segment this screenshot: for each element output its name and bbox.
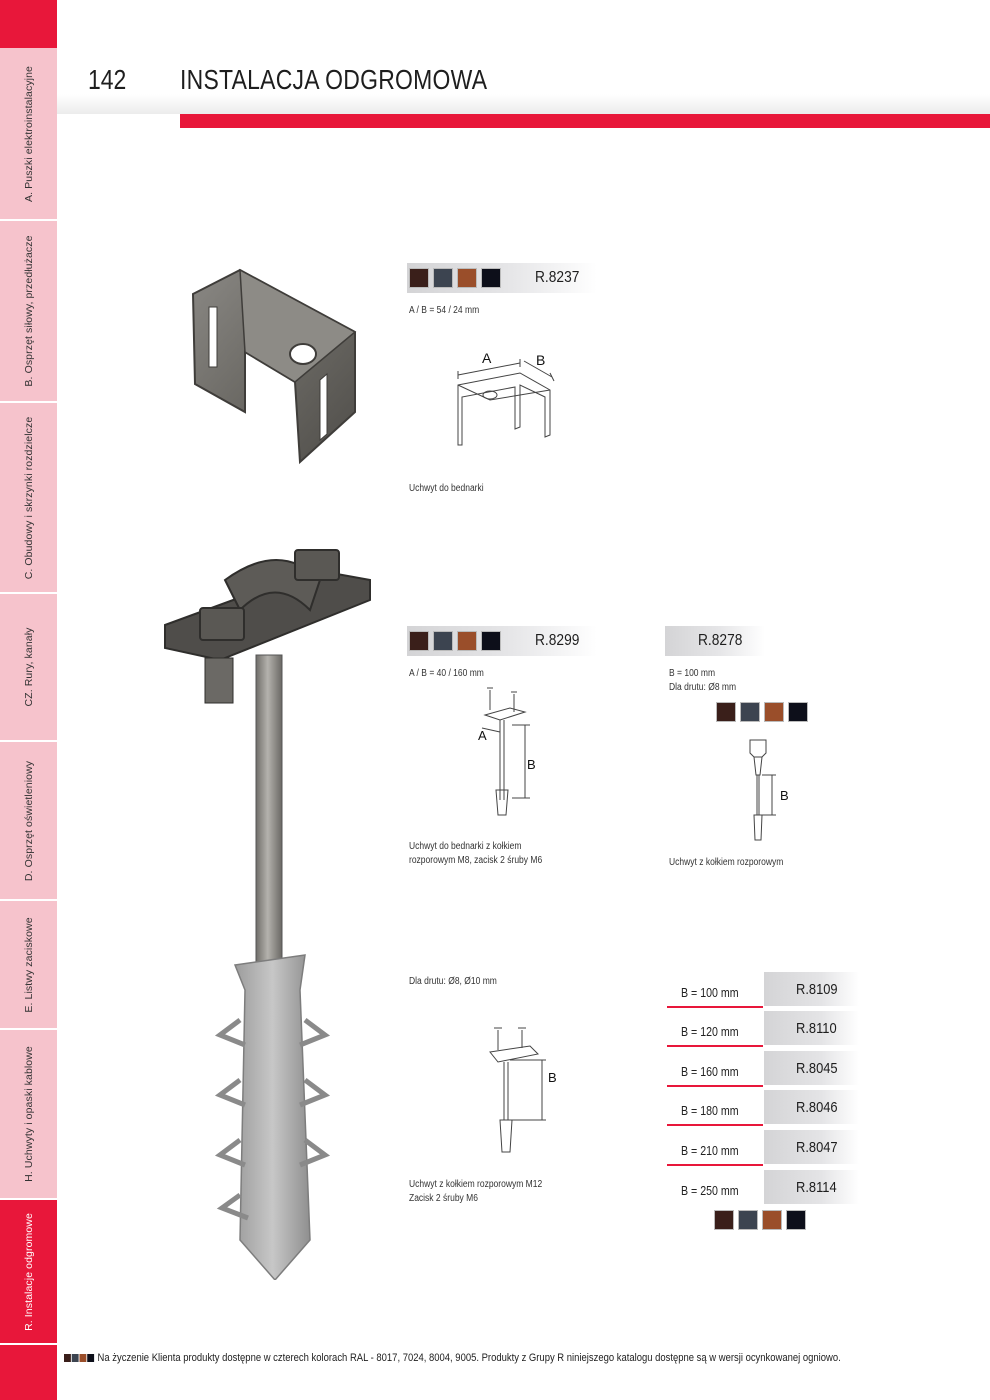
sidebar-item-label: CZ. Rury, kanały	[22, 627, 35, 707]
swatch-ral-8017	[716, 702, 736, 722]
color-swatches-r8237	[409, 268, 501, 288]
variant-code: R.8109	[796, 981, 838, 998]
variant-code: R.8045	[796, 1060, 838, 1077]
sidebar-item-uchwyty[interactable]	[0, 1030, 57, 1200]
variant-rule	[667, 1164, 763, 1166]
variant-length: B = 180 mm	[681, 1104, 739, 1118]
sidebar-item-label: A. Puszki elektroinstalacyjne	[22, 65, 35, 202]
series-diagram	[480, 1020, 570, 1160]
swatch-ral-7024	[738, 1210, 758, 1230]
swatch-ral-9005	[481, 631, 501, 651]
title-rule	[180, 114, 990, 128]
page-number: 142	[88, 64, 127, 95]
sidebar-item-oswietleniowy[interactable]	[0, 742, 57, 901]
dim-label-b: B	[527, 757, 536, 772]
color-swatches-series	[714, 1210, 806, 1230]
product-code: R.8237	[535, 269, 580, 286]
dim-label-b: B	[536, 352, 546, 368]
sidebar-item-osprzet-silowy[interactable]	[0, 221, 57, 403]
product-code: R.8299	[535, 632, 580, 649]
sidebar-item-label: B. Osprzęt siłowy, przedłużacze	[22, 235, 35, 387]
mini-swatch-ral-8017	[64, 1354, 71, 1362]
variant-code: R.8114	[796, 1179, 837, 1196]
swatch-ral-7024	[433, 631, 453, 651]
swatch-ral-7024	[433, 268, 453, 288]
variant-code: R.8046	[796, 1099, 838, 1116]
dim-label-a: A	[478, 728, 487, 743]
product-code: R.8278	[698, 632, 743, 649]
sidebar-item-puszki[interactable]	[0, 48, 57, 221]
desc-r8278: Uchwyt z kołkiem rozporowym	[669, 857, 784, 868]
mini-swatch-ral-8004	[79, 1354, 86, 1362]
dims-r8237: A / B = 54 / 24 mm	[409, 305, 480, 316]
variant-length: B = 250 mm	[681, 1184, 739, 1198]
spec-r8278-line1: B = 100 mm	[669, 668, 716, 679]
swatch-ral-7024	[740, 702, 760, 722]
variant-row[interactable]	[667, 1090, 857, 1126]
variant-length: B = 210 mm	[681, 1144, 739, 1158]
sidebar-item-label: R. Instalacje odgromowe	[22, 1212, 35, 1331]
sidebar-item-listwy[interactable]	[0, 901, 57, 1030]
variant-rule	[667, 1124, 763, 1126]
sidebar	[0, 0, 57, 1400]
variant-row[interactable]	[667, 972, 857, 1008]
variant-row[interactable]	[667, 1170, 857, 1206]
color-swatches-r8299	[409, 631, 501, 651]
footer-text: Na życzenie Klienta produkty dostępne w czterech kolorach RAL - 8017, 7024, 8004, 9005. Produkty z Grupy R niniejszego katalogu dostępne są w wersji ocynkowanej ogniowo.	[97, 1352, 841, 1364]
anchor-bolt-photo	[160, 540, 375, 1280]
color-swatches-r8278	[716, 702, 808, 722]
mini-swatch-ral-9005	[87, 1354, 94, 1362]
bracket-photo	[185, 262, 365, 472]
dim-label-b: B	[548, 1070, 557, 1085]
swatch-ral-8017	[409, 631, 429, 651]
swatch-ral-9005	[786, 1210, 806, 1230]
variant-rule	[667, 1045, 763, 1047]
r8278-diagram	[740, 735, 800, 845]
mini-swatch-ral-7024	[72, 1354, 79, 1362]
sidebar-top-block	[0, 0, 57, 48]
sidebar-item-label: E. Listwy zaciskowe	[22, 916, 35, 1013]
sidebar-item-label: H. Uchwyty i opaski kablowe	[22, 1046, 35, 1182]
spec-r8278-line2: Dla drutu: Ø8 mm	[669, 682, 737, 693]
series-wire: Dla drutu: Ø8, Ø10 mm	[409, 976, 497, 987]
variant-row[interactable]	[667, 1011, 857, 1047]
r8299-diagram	[470, 680, 560, 820]
variant-length: B = 160 mm	[681, 1065, 739, 1079]
desc-r8299-line1: Uchwyt do bednarki z kołkiem	[409, 841, 522, 852]
swatch-ral-8004	[764, 702, 784, 722]
desc-r8237: Uchwyt do bednarki	[409, 483, 484, 494]
variant-length: B = 120 mm	[681, 1025, 739, 1039]
variant-length: B = 100 mm	[681, 986, 739, 1000]
swatch-ral-8004	[457, 631, 477, 651]
swatch-ral-8017	[714, 1210, 734, 1230]
sidebar-bottom-block	[0, 1345, 57, 1400]
swatch-ral-8017	[409, 268, 429, 288]
page-title: INSTALACJA ODGROMOWA	[180, 64, 488, 95]
sidebar-item-rury[interactable]	[0, 594, 57, 742]
sidebar-item-odgromowe[interactable]	[0, 1200, 57, 1345]
variant-row[interactable]	[667, 1130, 857, 1166]
sidebar-item-obudowy[interactable]	[0, 403, 57, 594]
swatch-ral-9005	[788, 702, 808, 722]
footer-note	[64, 1352, 841, 1364]
variant-rule	[667, 1085, 763, 1087]
series-desc-line2: Zacisk 2 śruby M6	[409, 1193, 478, 1204]
sidebar-item-label: C. Obudowy i skrzynki rozdzielcze	[22, 416, 35, 579]
sidebar-item-label: D. Osprzęt oświetleniowy	[22, 760, 35, 881]
dim-label-b: B	[780, 788, 789, 803]
variant-code: R.8047	[796, 1139, 838, 1156]
bracket-diagram	[450, 345, 560, 450]
series-desc-line1: Uchwyt z kołkiem rozporowym M12	[409, 1179, 543, 1190]
desc-r8299-line2: rozporowym M8, zacisk 2 śruby M6	[409, 855, 543, 866]
swatch-ral-9005	[481, 268, 501, 288]
dims-r8299: A / B = 40 / 160 mm	[409, 668, 484, 679]
variant-rule	[667, 1006, 763, 1008]
swatch-ral-8004	[457, 268, 477, 288]
variant-code: R.8110	[796, 1020, 837, 1037]
variant-row[interactable]	[667, 1051, 857, 1087]
dim-label-a: A	[482, 350, 492, 366]
code-bar-r8278	[665, 626, 765, 656]
swatch-ral-8004	[762, 1210, 782, 1230]
